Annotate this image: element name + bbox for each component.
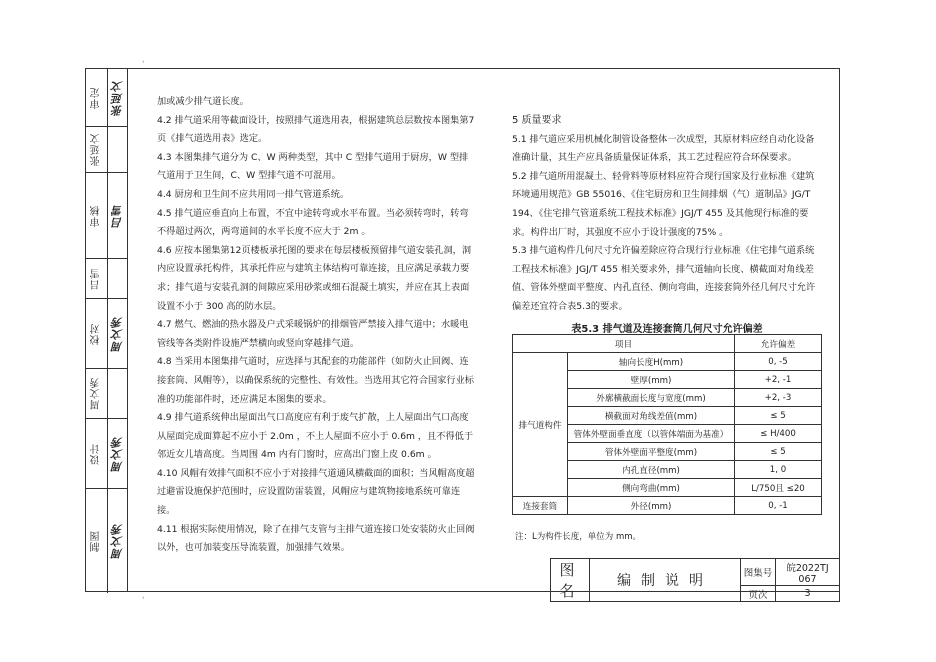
header-tolerance: 允许偏差 [735,335,822,353]
row-tolerance: ≤ 5 [735,443,822,461]
approver-name: 张延文 [91,133,102,166]
row-item: 侧向弯曲(mm) [568,479,735,497]
paragraph-4-2: 4.2 排气道采用等截面设计，按照排气道选用表，根据建筑总层数按本图集第7页《排气道选用表》选定。 [157,114,475,145]
signature-row-approve [86,69,128,127]
signature-strip [85,68,127,592]
drafter-signature: 周文秀 [110,523,124,559]
signature-row-check-name [86,369,128,419]
designer-signature: 周文秀 [110,435,124,472]
approver-role: 审定 [91,86,102,109]
table-caption: 表5.3 排气道及连接套筒几何尺寸允许偏差 [571,324,763,335]
paragraph-5-3: 5.3 排气道构件几何尺寸允许偏差除应符合现行行业标准《住宅排气道系统工程技术标准》JGJ/T 455 相关要求外，排气道轴向长度、横截面对角线差值、管体外壁面平整度、内孔直径、侧向弯曲，连接套筒外径几何尺寸允许偏差还宜符合表5.3的要求。 [512,245,816,312]
row-tolerance: L/750且 ≤20 [735,479,822,497]
paragraph-4-5: 4.5 排气道应垂直向上布置，不宜中途转弯或水平布置。当必须转弯时，转弯不得超过两次，两弯道间的水平长度不应大于 2m 。 [157,207,469,238]
designer-role: 设计 [91,442,102,465]
reviewer-role: 审核 [91,204,102,227]
paragraph-4-8: 4.8 当采用本图集排气道时，应选择与其配套的功能部件（如防火止回阀、连接套筒、风帽等），以确保系统的完整性、有效性。当选用其它符合国家行业标准的功能部件时，还应满足本图集的要求。 [157,356,474,405]
atlas-number-label: 图集号 [741,559,776,586]
table-note: 注：L为构件长度，单位为 mm。 [515,532,641,542]
row-item: 壁厚(mm) [568,371,735,389]
signature-row-check [86,299,128,369]
row-item: 管体外壁面垂直度（以管体端面为基准） [568,425,735,443]
paragraph-4-9: 4.9 排气道系统伸出屋面出气口高度应有利于废气扩散，上人屋面出气口高度从屋面完成面算起不应小于 2.0m ，不上人屋面不应小于 0.6m ，且不得低于邻近女儿墙高度。当周围 4m 内有门窗时，应高出门窗上皮 0.6m 。 [157,412,474,461]
row-tolerance: 0, -5 [735,353,822,371]
title-block [550,558,840,602]
row-tolerance: ≤ H/400 [735,425,822,443]
page-number-label: 页次 [741,586,776,602]
paragraph-4-11: 4.11 根据实际使用情况，除了在排气支管与主排气道连接口处安装防火止回阀以外，也可加装变压导流装置，加强排气效果。 [157,523,475,554]
row-tolerance: 1, 0 [735,461,822,479]
row-item: 管体外壁面平整度(mm) [568,443,735,461]
table-row [513,353,822,371]
group-label-sleeve: 连接套筒 [513,497,568,515]
right-column [512,112,822,317]
row-item: 横截面对角线差值(mm) [568,407,735,425]
row-tolerance: +2, -3 [735,389,822,407]
row-item: 外径(mm) [568,497,735,515]
reviewer-signature: 吕雪 [110,203,124,228]
section-heading: 5 质量要求 [512,115,562,126]
row-item: 轴向长度H(mm) [568,353,735,371]
tolerance-table [512,334,822,515]
paragraph-4-4: 4.4 厨房和卫生间不应共用同一排气管道系统。 [157,188,350,200]
paragraph-4-3: 4.3 本图集排气道分为 C、W 两种类型，其中 C 型排气道用于厨房，W 型排气道用于卫生间，C、W 型排气道不可混用。 [157,151,469,182]
table-row [513,497,822,515]
approver-signature: 张延文 [110,79,124,116]
paragraph-5-1: 5.1 排气道应采用机械化制管设备整体一次成型，其原材料应经自动化设备准确计量，其生产应具备质量保证体系，其工艺过程应符合环保要求。 [512,133,815,164]
crop-mark: ' [142,60,145,70]
drawing-title: 编制说明 [590,559,741,602]
atlas-number: 皖2022TJ 067 [776,559,840,586]
paragraph-continuation: 加或减少排气道长度。 [157,96,249,107]
table-header-row [513,335,822,353]
drawing-name-label: 图名 [551,559,590,602]
paragraph-4-7: 4.7 燃气、燃油的热水器及户式采暖锅炉的排烟管严禁接入排气道中；水暖电管线等各类附件设施严禁横向或竖向穿越排气道。 [157,319,469,349]
signature-row-approve-name [86,127,128,173]
paragraph-4-10: 4.10 风帽有效排气面积不应小于对接排气道通风横截面的面积；当风帽高度超过避雷设施保护范围时，应设置防雷装置，风帽应与建筑物接地系统可靠连接。 [157,467,475,517]
signature-row-draw [86,489,128,593]
checker-signature: 周文秀 [110,315,124,352]
row-tolerance: +2, -1 [735,371,822,389]
signature-row-review [86,173,128,259]
row-tolerance: 0, -1 [735,497,822,515]
crop-mark: ' [142,596,145,606]
row-tolerance: ≤ 5 [735,407,822,425]
signature-row-review-name [86,259,128,299]
reviewer-name: 吕雪 [91,267,102,290]
row-item: 内孔直径(mm) [568,461,735,479]
paragraph-5-2: 5.2 排气道所用混凝土、轻骨料等原材料应符合现行国家及行业标准《建筑环境通用规范》GB 55016、《住宅厨房和卫生间排烟（气）道制品》JG/T 194、《住宅排气管道系统工程技术标准》JGJ/T 455 及其他现行标准的要求。构件出厂时，其强度不应小于设计强度的75% 。 [512,170,815,238]
group-label-pipe: 排气道构件 [513,353,568,497]
page-number: 3 [776,586,840,602]
checker-name: 周文秀 [91,377,102,410]
drafter-role: 制图 [91,530,102,552]
left-column [157,93,477,558]
signature-row-design [86,419,128,489]
header-item: 项目 [513,335,735,353]
checker-role: 校对 [91,322,102,345]
row-item: 外廓横截面长度与宽度(mm) [568,389,735,407]
paragraph-4-6: 4.6 应按本图集第12页楼板承托图的要求在每层楼板预留排气道安装孔洞，洞内应设置承托构件，其承托件应与建筑主体结构可靠连接，且应满足承载力要求；排气道与安装孔洞的间隙应采用砂浆或细石混凝土填实，并应在其上表面设置不小于 300 高的防水层。 [157,244,472,312]
